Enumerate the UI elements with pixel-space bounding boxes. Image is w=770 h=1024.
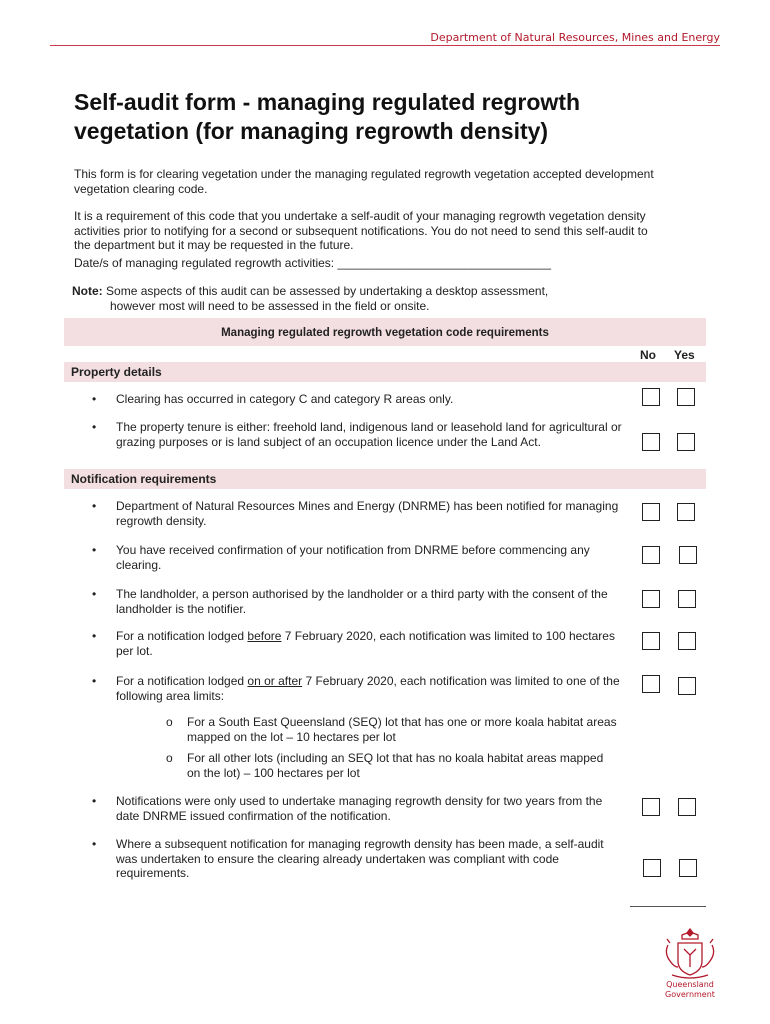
header-rule xyxy=(50,45,720,46)
table-header: Managing regulated regrowth vegetation code requirements xyxy=(64,318,706,346)
no-checkbox[interactable] xyxy=(642,632,660,650)
no-checkbox[interactable] xyxy=(642,798,660,816)
note-block xyxy=(72,284,632,314)
yes-checkbox[interactable] xyxy=(677,433,695,451)
no-checkbox[interactable] xyxy=(642,546,660,564)
section-notification-requirements: Notification requirements xyxy=(64,469,706,489)
bullet: • xyxy=(92,392,97,406)
column-yes-header: Yes xyxy=(674,348,695,362)
requirement-text: The landholder, a person authorised by the landholder or a third party with the consent of the landholder is the notifier. xyxy=(116,587,608,616)
logo-line-2: Government xyxy=(665,990,715,999)
no-checkbox[interactable] xyxy=(642,590,660,608)
yes-checkbox[interactable] xyxy=(677,388,695,406)
sub-bullet: o xyxy=(166,751,173,765)
bullet: • xyxy=(92,794,97,808)
yes-checkbox[interactable] xyxy=(678,677,696,695)
yes-checkbox[interactable] xyxy=(679,859,697,877)
page-title: Self-audit form - managing regulated regrowth vegetation (for managing regrowth density) xyxy=(74,89,581,144)
no-checkbox[interactable] xyxy=(642,388,660,406)
bullet: • xyxy=(92,674,97,688)
requirement-text: You have received confirmation of your notification from DNRME before commencing any clearing. xyxy=(116,543,590,572)
signature-line xyxy=(630,906,706,907)
yes-checkbox[interactable] xyxy=(677,503,695,521)
requirement-text: For a notification lodged before 7 February 2020, each notification was limited to 100 hectares per lot. xyxy=(116,629,615,658)
yes-checkbox[interactable] xyxy=(679,546,697,564)
sub-bullet: o xyxy=(166,715,173,729)
department-name: Department of Natural Resources, Mines and Energy xyxy=(430,31,720,44)
requirement-text: Notifications were only used to undertake managing regrowth density for two years from the date DNRME issued confirmation of the notification. xyxy=(116,794,603,823)
bullet: • xyxy=(92,629,97,643)
requirement-text: The property tenure is either: freehold land, indigenous land or leasehold land for agricultural or grazing purposes or is land subject of an occupation licence under the Land Act. xyxy=(116,420,622,449)
requirement-text: Department of Natural Resources Mines and Energy (DNRME) has been notified for managing regrowth density. xyxy=(116,499,619,528)
intro-text: This form is for clearing vegetation under the managing regulated regrowth vegetation accepted development vegetation clearing code. xyxy=(74,167,654,196)
yes-checkbox[interactable] xyxy=(678,632,696,650)
yes-checkbox[interactable] xyxy=(678,798,696,816)
bullet: • xyxy=(92,837,97,851)
requirement-text: For a notification lodged on or after 7 February 2020, each notification was limited to one of the following area limits: xyxy=(116,674,620,703)
requirement-text: It is a requirement of this code that you undertake a self-audit of your managing regrowth vegetation density activities prior to notifying for a second or subsequent notifications. You do not need to send this self-audit to the department but it may be requested in the future. xyxy=(74,209,648,252)
no-checkbox[interactable] xyxy=(643,859,661,877)
yes-checkbox[interactable] xyxy=(678,590,696,608)
bullet: • xyxy=(92,420,97,434)
dates-field[interactable]: Date/s of managing regulated regrowth activities: ________________________________ xyxy=(74,256,552,270)
section-property-details: Property details xyxy=(64,362,706,382)
note-line-2: however most will need to be assessed in the field or onsite. xyxy=(110,299,430,313)
underlined-term: before xyxy=(247,629,282,643)
sub-requirement-text: For a South East Queensland (SEQ) lot that has one or more koala habitat areas mapped on the lot – 10 hectares per lot xyxy=(187,715,617,744)
sub-requirement-text: For all other lots (including an SEQ lot that has no koala habitat areas mapped on the lot) – 100 hectares per lot xyxy=(187,751,604,780)
column-no-header: No xyxy=(640,348,656,362)
note-line-1: Some aspects of this audit can be assessed by undertaking a desktop assessment, xyxy=(106,284,549,298)
underlined-term: on or after xyxy=(247,674,303,688)
requirement-text: Where a subsequent notification for managing regrowth density has been made, a self-audit was undertaken to ensure the clearing already undertaken was compliant with code requirements. xyxy=(116,837,604,880)
bullet: • xyxy=(92,587,97,601)
logo-line-1: Queensland xyxy=(666,980,714,989)
bullet: • xyxy=(92,499,97,513)
note-label: Note: xyxy=(72,284,103,298)
no-checkbox[interactable] xyxy=(642,675,660,693)
no-checkbox[interactable] xyxy=(642,503,660,521)
no-checkbox[interactable] xyxy=(642,433,660,451)
requirement-text: Clearing has occurred in category C and category R areas only. xyxy=(116,392,454,406)
bullet: • xyxy=(92,543,97,557)
